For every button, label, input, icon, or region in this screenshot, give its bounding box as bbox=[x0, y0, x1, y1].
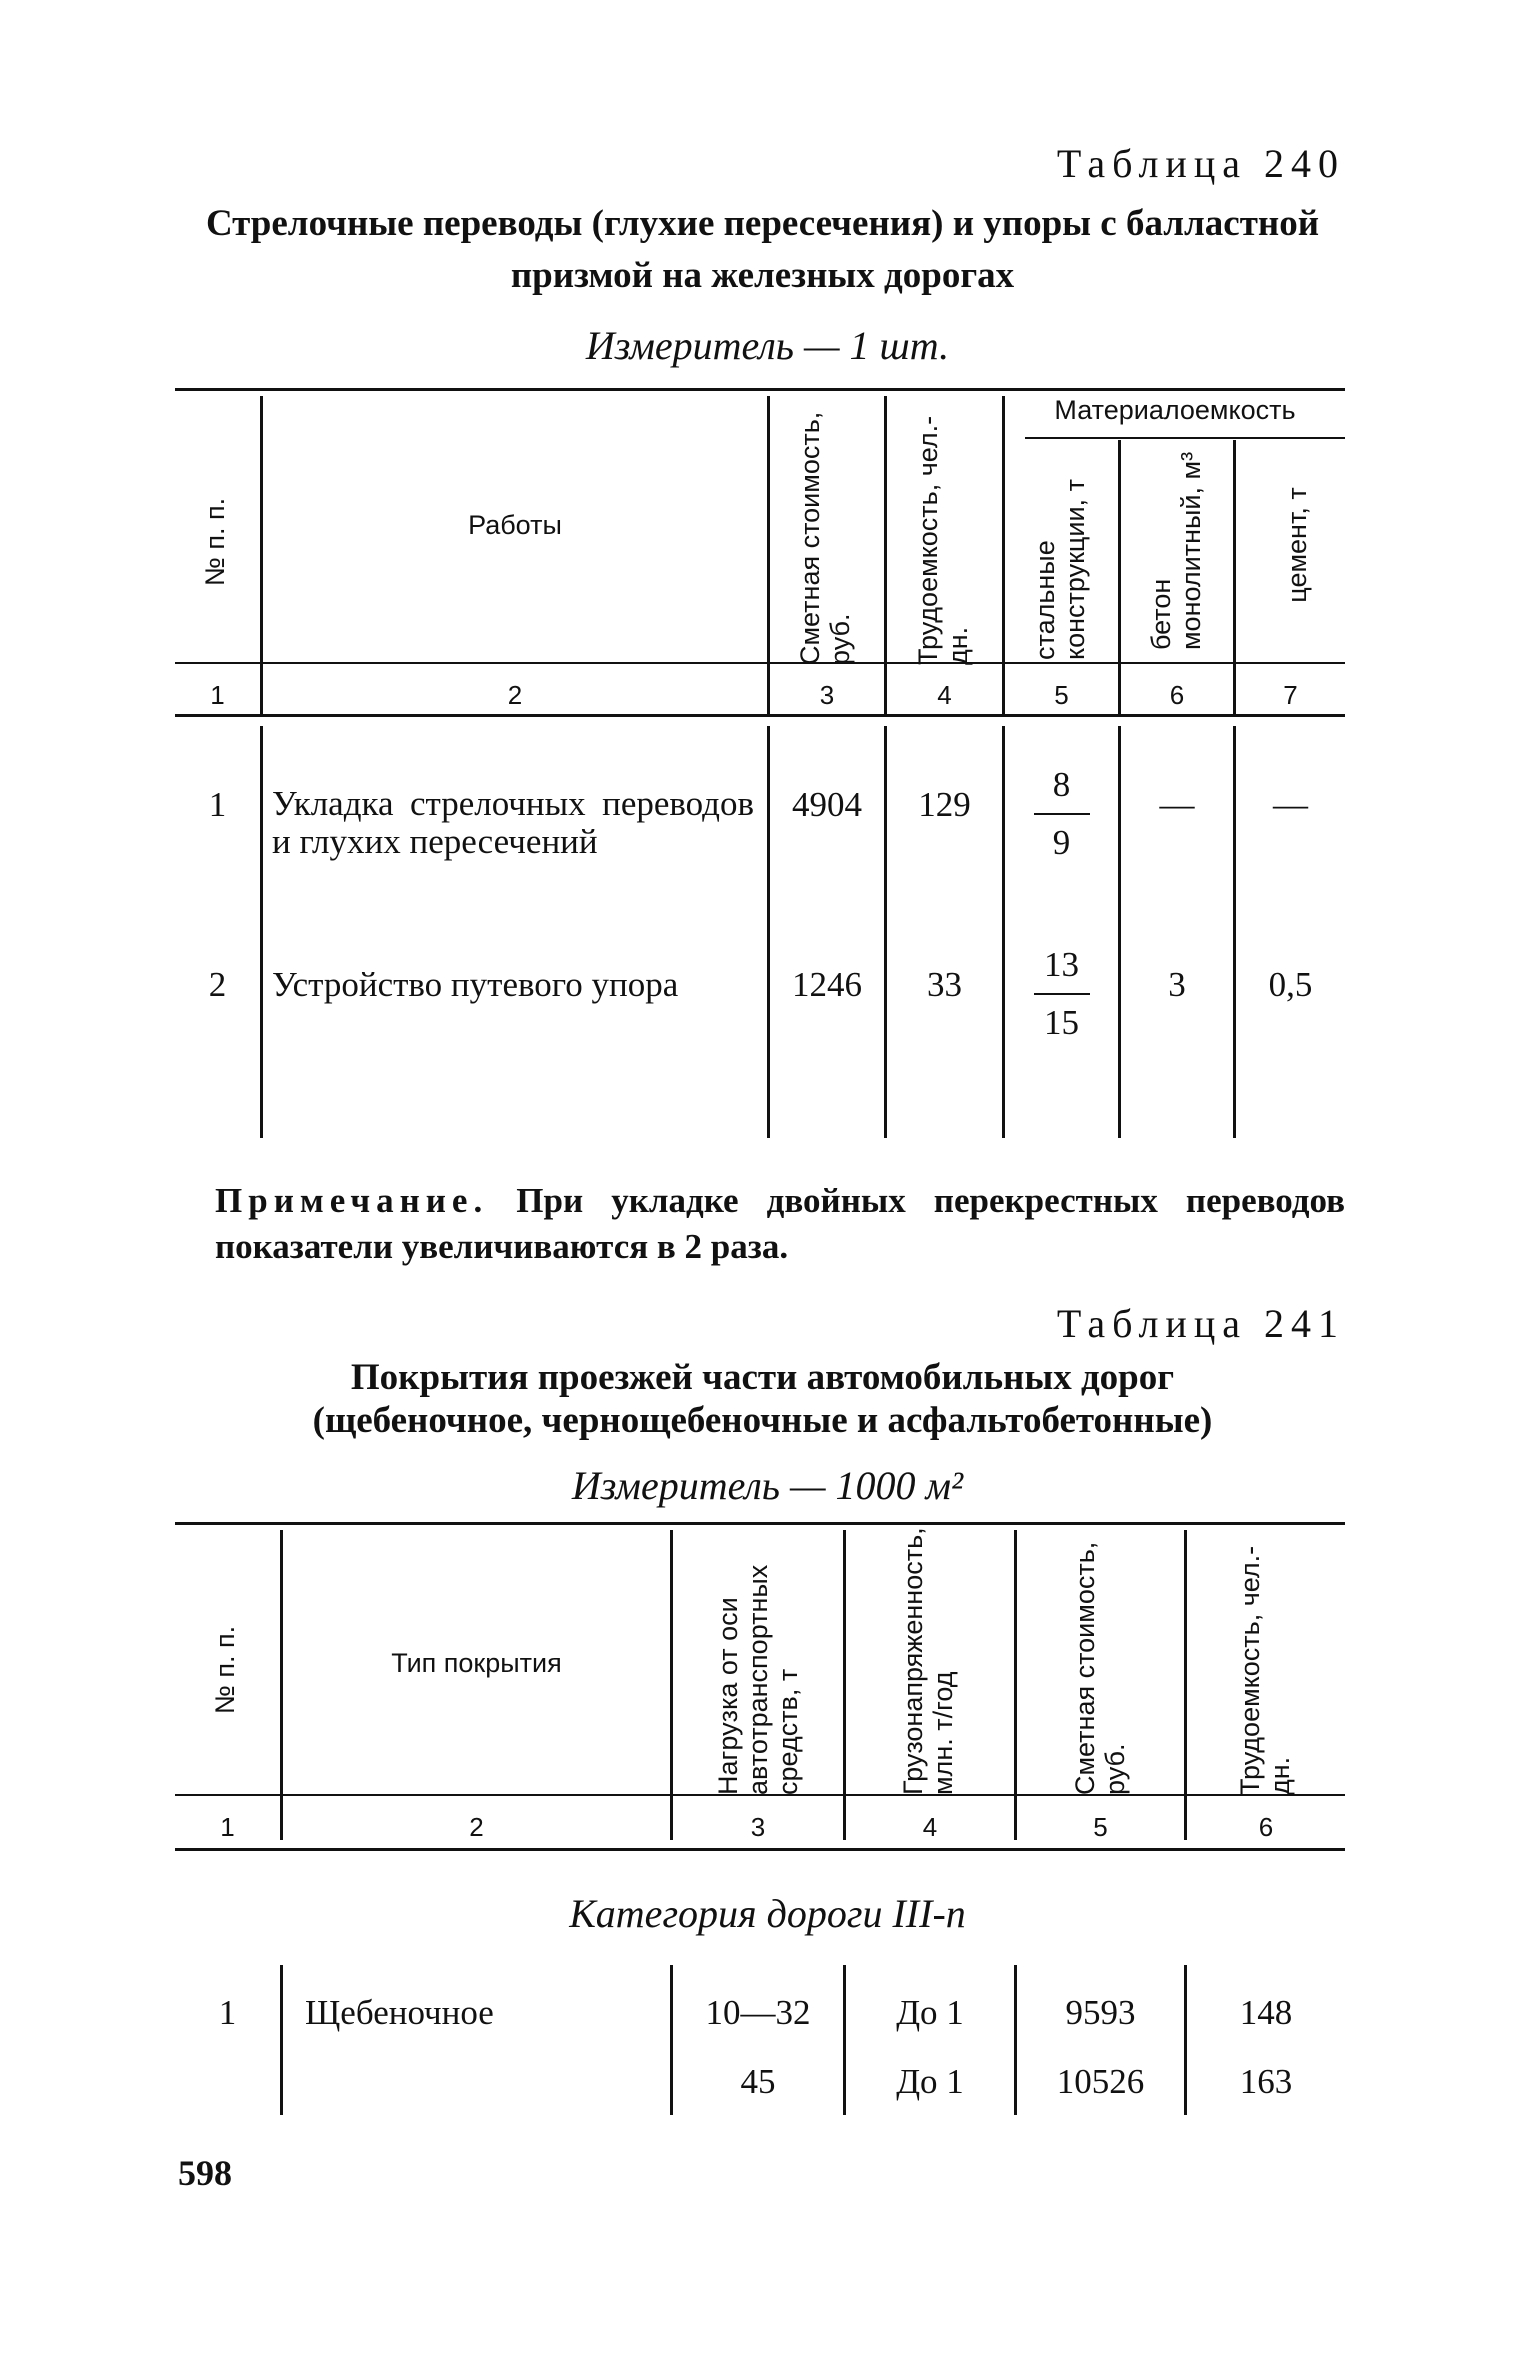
col-number: 4 bbox=[937, 680, 952, 710]
header-labor: Трудоемкость, чел.-дн. bbox=[913, 415, 973, 665]
header-materials: Материалоемкость bbox=[1054, 395, 1296, 425]
row-no: 2 bbox=[208, 965, 227, 1004]
row-cost: 1246 bbox=[792, 965, 862, 1004]
row-labor: 163 bbox=[1239, 2062, 1293, 2101]
header-cement: цемент, т bbox=[1282, 487, 1312, 603]
road-category: Категория дороги III-п bbox=[569, 1891, 966, 1936]
row-cement: 0,5 bbox=[1268, 965, 1313, 1004]
table-240-measure: Измеритель — 1 шт. bbox=[585, 323, 950, 368]
row-concrete: 3 bbox=[1168, 965, 1186, 1004]
header-no: № п. п. bbox=[200, 497, 230, 587]
row-load: 10—32 bbox=[705, 1993, 811, 2032]
col-number: 4 bbox=[922, 1812, 938, 1842]
row-work: Укладка стрелочных переводов и глухих пересечений bbox=[272, 784, 754, 861]
header-steel: стальные конструкции, т bbox=[1030, 479, 1090, 660]
row-concrete: — bbox=[1159, 785, 1195, 824]
header-works: Работы bbox=[468, 510, 562, 540]
header-no: № п. п. bbox=[210, 1625, 240, 1715]
header-cost: Сметная стоимость, руб. bbox=[795, 411, 855, 665]
col-number: 5 bbox=[1093, 1812, 1108, 1842]
row-labor: 129 bbox=[918, 785, 971, 824]
col-number: 3 bbox=[819, 680, 835, 710]
row-labor: 148 bbox=[1239, 1993, 1293, 2032]
table-241-number: Таблица 241 bbox=[1056, 1301, 1345, 1346]
col-number: 2 bbox=[469, 1812, 484, 1842]
table-240-title-line2: призмой на железных дорогах bbox=[510, 255, 1015, 296]
row-traffic: До 1 bbox=[896, 2062, 964, 2101]
table-241-measure: Измеритель — 1000 м² bbox=[571, 1463, 964, 1508]
note-text: При укладке двойных перекрестных переводов показатели увеличиваются в 2 раза. bbox=[215, 1181, 1345, 1266]
steel-numerator: 8 bbox=[1052, 765, 1071, 804]
header-load: Нагрузка от оси автотранспортных средств, т bbox=[713, 1564, 803, 1795]
col-number: 1 bbox=[210, 680, 225, 710]
col-number: 7 bbox=[1283, 680, 1298, 710]
row-steel bbox=[1005, 765, 1118, 863]
col-number: 6 bbox=[1169, 680, 1185, 710]
row-cost: 4904 bbox=[792, 785, 862, 824]
table-241-title-line2: (щебеночное, чернощебеночные и асфальтобетонные) bbox=[312, 1400, 1213, 1441]
note-label: Примечание. bbox=[215, 1181, 489, 1220]
table-240-number: Таблица 240 bbox=[1056, 141, 1345, 186]
header-concrete: бетон монолитный, м³ bbox=[1146, 451, 1206, 650]
table-241-title-line1: Покрытия проезжей части автомобильных дорог bbox=[350, 1357, 1175, 1398]
table-240-title-line1: Стрелочные переводы (глухие пересечения) и упоры с балластной bbox=[205, 203, 1320, 244]
row-cement: — bbox=[1273, 785, 1308, 824]
col-number: 1 bbox=[220, 1812, 235, 1842]
header-type: Тип покрытия bbox=[391, 1648, 562, 1678]
row-traffic: До 1 bbox=[896, 1993, 964, 2032]
col-number: 2 bbox=[507, 680, 523, 710]
row-cost: 9593 bbox=[1065, 1993, 1136, 2032]
row-no: 1 bbox=[218, 1993, 237, 2032]
row-load: 45 bbox=[740, 2062, 776, 2101]
header-labor: Трудоемкость, чел.-дн. bbox=[1235, 1545, 1295, 1795]
row-steel bbox=[1005, 945, 1118, 1043]
col-number: 3 bbox=[750, 1812, 766, 1842]
row-cost: 10526 bbox=[1056, 2062, 1145, 2101]
steel-numerator: 13 bbox=[1044, 945, 1079, 984]
table-240-note bbox=[215, 1178, 1345, 1270]
col-number: 5 bbox=[1054, 680, 1069, 710]
row-type: Щебеночное bbox=[305, 1993, 494, 2032]
page-number: 598 bbox=[178, 2153, 232, 2193]
steel-denominator: 15 bbox=[1044, 1003, 1079, 1042]
row-work: Устройство путевого упора bbox=[272, 965, 679, 1004]
header-traffic: Грузонапряженность, млн. т/год bbox=[898, 1527, 958, 1795]
steel-denominator: 9 bbox=[1052, 823, 1071, 862]
row-no: 1 bbox=[208, 785, 227, 824]
row-labor: 33 bbox=[927, 965, 962, 1004]
header-cost: Сметная стоимость, руб. bbox=[1070, 1541, 1130, 1795]
col-number: 6 bbox=[1258, 1812, 1274, 1842]
